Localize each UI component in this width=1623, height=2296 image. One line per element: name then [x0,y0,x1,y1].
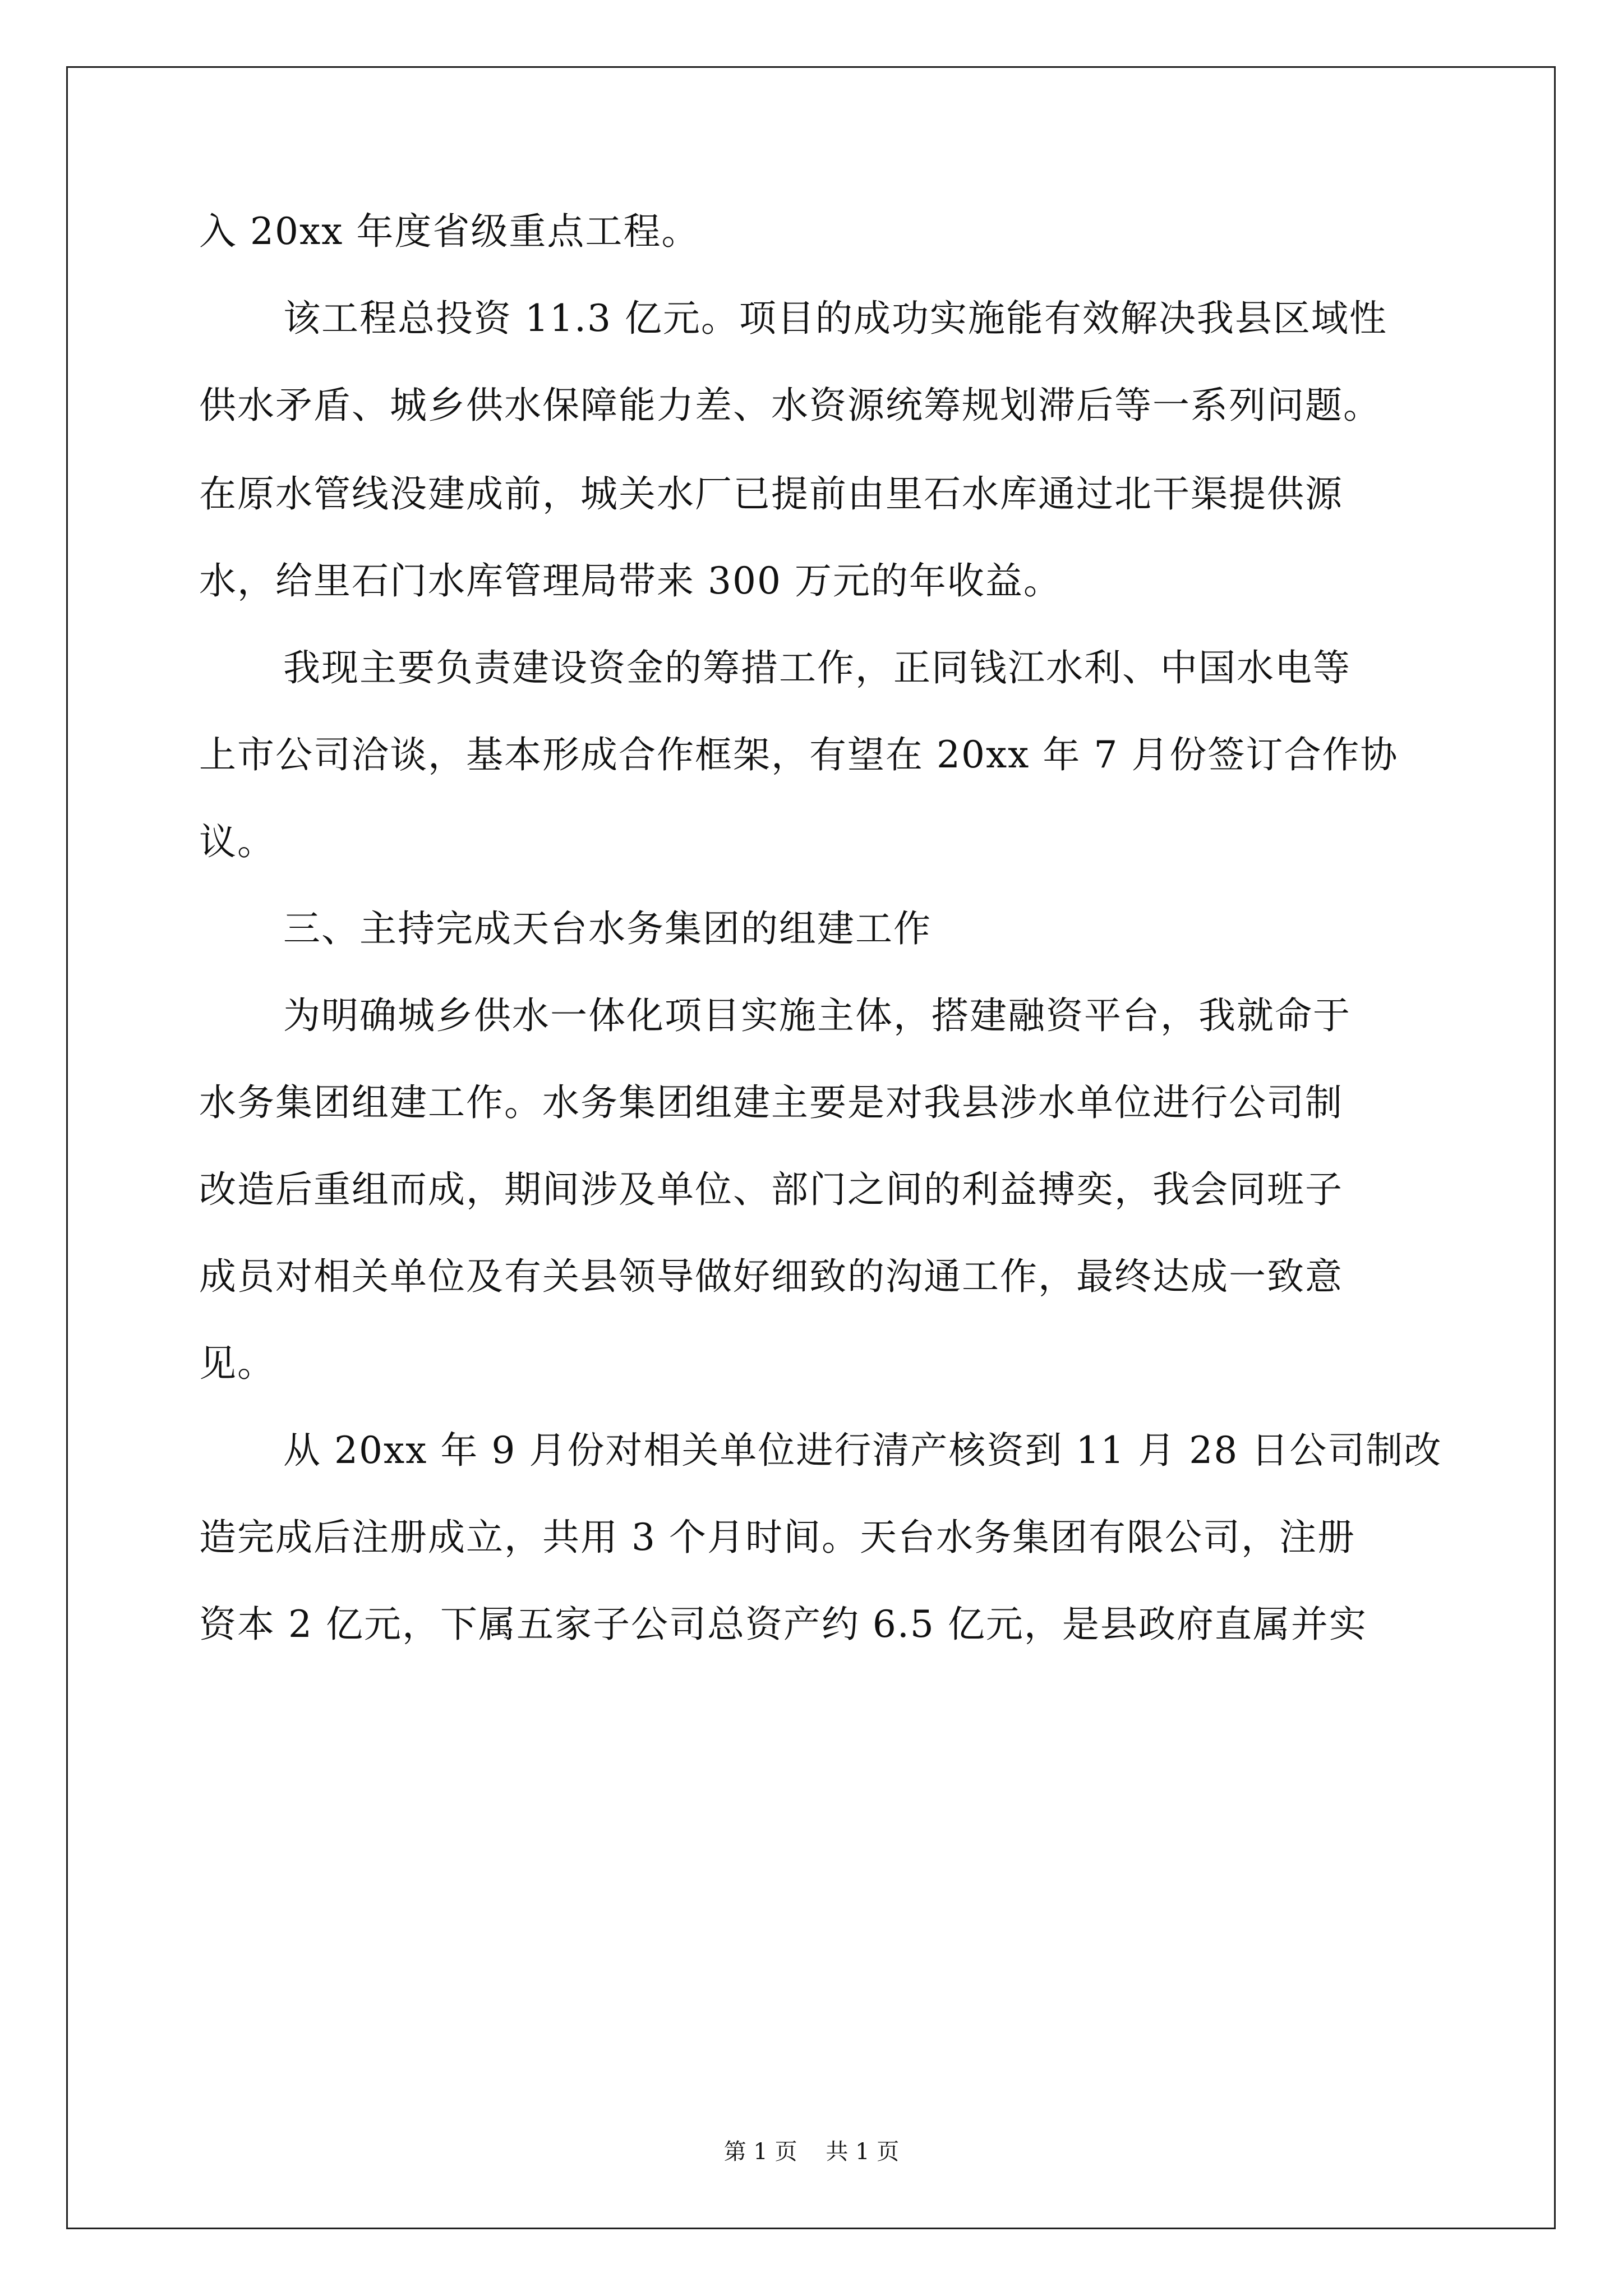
text-line: 水务集团组建工作。水务集团组建主要是对我县涉水单位进行公司制 [199,1081,1343,1124]
text-line: 从 20xx 年 9 月份对相关单位进行清产核资到 11 月 28 日公司制改 [283,1429,1442,1472]
text-line: 为明确城乡供水一体化项目实施主体，搭建融资平台，我就命于 [283,994,1351,1037]
text-line: 上市公司洽谈，基本形成合作框架，有望在 20xx 年 7 月份签订合作协 [199,733,1399,776]
text-line: 资本 2 亿元，下属五家子公司总资产约 6.5 亿元，是县政府直属并实 [199,1603,1367,1646]
text-line: 该工程总投资 11.3 亿元。项目的成功实施能有效解决我县区域性 [283,297,1387,340]
text-line: 在原水管线没建成前，城关水厂已提前由里石水库通过北干渠提供源 [199,472,1343,516]
text-line: 入 20xx 年度省级重点工程。 [199,210,700,253]
text-line: 我现主要负责建设资金的筹措工作，正同钱江水利、中国水电等 [283,646,1351,689]
page-footer: 第 1 页 共 1 页 [723,2139,900,2165]
text-line: 见。 [199,1342,275,1385]
text-line: 改造后重组而成，期间涉及单位、部门之间的利益搏奕，我会同班子 [199,1168,1343,1211]
section-heading: 三、主持完成天台水务集团的组建工作 [283,907,932,950]
text-line: 供水矛盾、城乡供水保障能力差、水资源统筹规划滞后等一系列问题。 [199,384,1381,427]
text-line: 成员对相关单位及有关县领导做好细致的沟通工作，最终达成一致意 [199,1255,1343,1298]
text-line: 造完成后注册成立，共用 3 个月时间。天台水务集团有限公司，注册 [199,1516,1355,1559]
text-line: 议。 [199,820,275,863]
text-line: 水，给里石门水库管理局带来 300 万元的年收益。 [199,559,1062,602]
